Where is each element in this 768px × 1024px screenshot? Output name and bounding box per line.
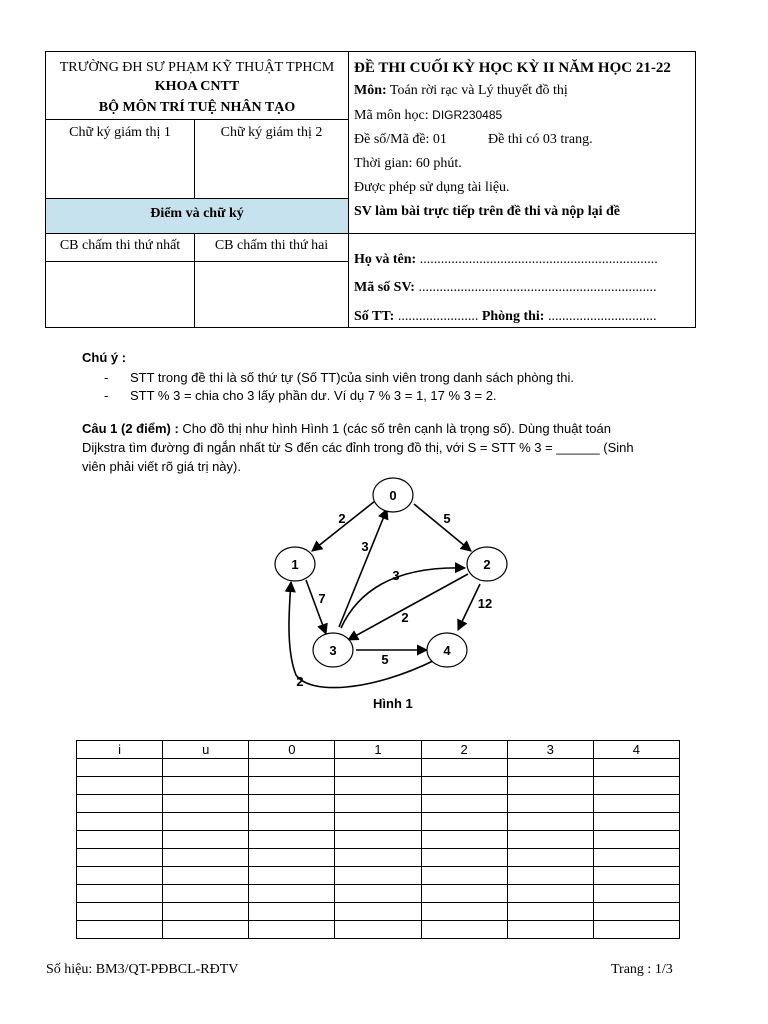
page-number: Trang : 1/3 [611, 962, 673, 977]
table-cell [249, 867, 335, 885]
col-header: 4 [593, 741, 679, 759]
table-cell [163, 795, 249, 813]
note-bullet: - [104, 388, 109, 403]
table-cell [249, 921, 335, 939]
node-label: 2 [483, 557, 491, 572]
table-cell [421, 831, 507, 849]
room-label: Phòng thi: [481, 309, 545, 324]
table-cell [593, 867, 679, 885]
table-cell [77, 867, 163, 885]
table-cell [335, 759, 421, 777]
course-code-line [354, 108, 502, 124]
table-cell [507, 777, 593, 795]
course-code-value: DIGR230485 [432, 108, 503, 122]
node-label: 4 [443, 643, 451, 658]
row-divider [46, 198, 348, 199]
col-header: u [163, 741, 249, 759]
table-cell [249, 759, 335, 777]
table-cell [335, 795, 421, 813]
table-cell [593, 885, 679, 903]
edge-1-3 [306, 580, 326, 634]
table-cell [77, 885, 163, 903]
table-cell [507, 921, 593, 939]
weight-label: 2 [338, 511, 346, 526]
table-cell [77, 921, 163, 939]
table-cell [77, 903, 163, 921]
weight-label: 2 [296, 674, 304, 689]
table-cell [421, 903, 507, 921]
col-header: i [77, 741, 163, 759]
materials-allowed: Được phép sử dụng tài liệu. [354, 180, 510, 195]
table-cell [507, 849, 593, 867]
weight-label: 7 [318, 591, 326, 606]
table-cell [507, 795, 593, 813]
table-cell [163, 885, 249, 903]
table-cell [507, 759, 593, 777]
exam-time: Thời gian: 60 phút. [354, 156, 462, 171]
grader1-label: CB chấm thi thứ nhất [59, 238, 181, 253]
col-header: 0 [249, 741, 335, 759]
table-cell [335, 831, 421, 849]
table-cell [593, 849, 679, 867]
edge-3-0 [339, 509, 387, 627]
question-line-1 [82, 421, 611, 436]
table-cell [421, 777, 507, 795]
table-row [77, 777, 680, 795]
table-header-row [77, 741, 680, 759]
row-divider [46, 233, 695, 234]
table-cell [335, 903, 421, 921]
table-cell [421, 759, 507, 777]
table-cell [77, 831, 163, 849]
id-label: Mã số SV: [354, 280, 415, 295]
table-row [77, 831, 680, 849]
weight-label: 3 [392, 568, 400, 583]
table-cell [593, 795, 679, 813]
table-cell [421, 867, 507, 885]
table-cell [335, 777, 421, 795]
table-row [77, 885, 680, 903]
table-cell [77, 813, 163, 831]
table-row [77, 813, 680, 831]
row-divider [46, 119, 348, 120]
col-header: 1 [335, 741, 421, 759]
table-cell [77, 777, 163, 795]
stt-dots: ....................... [397, 309, 479, 324]
table-cell [507, 885, 593, 903]
edge-2-4 [458, 584, 480, 630]
table-cell [421, 921, 507, 939]
node-label: 0 [389, 488, 397, 503]
exam-title: ĐỀ THI CUỐI KỲ HỌC KỲ II NĂM HỌC 21-22 [354, 60, 671, 76]
table-cell [249, 885, 335, 903]
table-cell [163, 831, 249, 849]
name-label: Họ và tên: [354, 252, 417, 267]
note-bullet: - [104, 370, 109, 385]
table-cell [421, 885, 507, 903]
table-cell [163, 921, 249, 939]
dijkstra-table [76, 740, 680, 939]
subject-value: Toán rời rạc và Lý thuyết đồ thị [389, 83, 568, 98]
table-cell [249, 831, 335, 849]
question-line-3: viên phải viết rõ giá trị này). [82, 459, 241, 474]
table-row [77, 759, 680, 777]
faculty-name: KHOA CNTT [154, 79, 240, 94]
weight-label: 3 [361, 539, 369, 554]
table-cell [249, 903, 335, 921]
table-cell [163, 849, 249, 867]
subject-line [354, 83, 568, 99]
weight-label: 2 [401, 610, 409, 625]
table-cell [593, 777, 679, 795]
table-cell [335, 921, 421, 939]
id-dots: .................................................................... [418, 280, 657, 295]
course-code-label: Mã môn học: [354, 108, 429, 123]
table-cell [249, 795, 335, 813]
table-cell [421, 795, 507, 813]
proctor1-signature-label: Chữ ký giám thị 1 [69, 125, 171, 140]
node-label: 3 [329, 643, 337, 658]
student-id-line [354, 280, 656, 296]
table-cell [593, 759, 679, 777]
room-dots: ............................... [547, 309, 657, 324]
table-cell [77, 759, 163, 777]
pages-info: Đề thi có 03 trang. [488, 132, 593, 147]
weight-label: 12 [477, 596, 493, 611]
weighted-graph-figure [260, 470, 530, 700]
table-cell [421, 813, 507, 831]
table-cell [593, 903, 679, 921]
table-row [77, 849, 680, 867]
table-cell [163, 903, 249, 921]
col-header: 2 [421, 741, 507, 759]
table-cell [163, 777, 249, 795]
name-dots: .................................................................... [419, 252, 658, 267]
table-cell [249, 777, 335, 795]
table-cell [77, 849, 163, 867]
table-cell [163, 867, 249, 885]
exam-code: Đề số/Mã đề: 01 [354, 132, 447, 147]
figure-caption-text: Hình 1 [373, 696, 413, 711]
school-name: TRƯỜNG ĐH SƯ PHẠM KỸ THUẬT TPHCM [59, 60, 335, 75]
table-cell [249, 813, 335, 831]
subject-label: Môn: [354, 83, 387, 98]
table-cell [163, 759, 249, 777]
table-cell [593, 813, 679, 831]
department-name: BỘ MÔN TRÍ TUỆ NHÂN TẠO [98, 100, 296, 115]
edge-2-3 [348, 574, 468, 640]
weight-label: 5 [443, 511, 451, 526]
table-cell [163, 813, 249, 831]
table-cell [335, 849, 421, 867]
question-line-2: Dijkstra tìm đường đi ngắn nhất từ S đến các đỉnh trong đồ thị, với S = STT % 3 = ______ (Sinh [82, 440, 634, 455]
note-item: STT trong đề thi là số thứ tự (Số TT)của sinh viên trong danh sách phòng thi. [130, 370, 574, 385]
document-code: Số hiệu: BM3/QT-PĐBCL-RĐTV [46, 962, 239, 977]
row-divider [46, 261, 348, 262]
table-cell [77, 795, 163, 813]
question-label: Câu 1 (2 điểm) : [82, 421, 179, 436]
table-cell [593, 831, 679, 849]
stt-room-line [354, 309, 656, 325]
stt-label: Số TT: [354, 309, 395, 324]
table-cell [593, 921, 679, 939]
table-cell [507, 867, 593, 885]
notes-title: Chú ý : [82, 350, 127, 365]
grader2-label: CB chấm thi thứ hai [214, 238, 329, 253]
note-item: STT % 3 = chia cho 3 lấy phần dư. Ví dụ 7 % 3 = 1, 17 % 3 = 2. [130, 388, 497, 403]
score-label: Điểm và chữ ký [150, 206, 244, 221]
table-cell [249, 849, 335, 867]
table-cell [421, 849, 507, 867]
exam-header-table [45, 51, 696, 328]
question-text-1: Cho đồ thị như hình Hình 1 (các số trên cạnh là trọng số). Dùng thuật toán [178, 421, 611, 436]
header-divider [348, 52, 349, 327]
table-cell [507, 831, 593, 849]
proctor2-signature-label: Chữ ký giám thị 2 [220, 125, 323, 140]
node-label: 1 [291, 557, 299, 572]
table-row [77, 903, 680, 921]
student-name-line [354, 252, 658, 268]
table-cell [335, 813, 421, 831]
weight-label: 5 [381, 652, 389, 667]
table-cell [507, 903, 593, 921]
instruction: SV làm bài trực tiếp trên đề thi và nộp lại đề [354, 204, 620, 219]
table-cell [335, 885, 421, 903]
table-row [77, 795, 680, 813]
table-row [77, 867, 680, 885]
table-cell [507, 813, 593, 831]
table-row [77, 921, 680, 939]
table-cell [335, 867, 421, 885]
col-header: 3 [507, 741, 593, 759]
